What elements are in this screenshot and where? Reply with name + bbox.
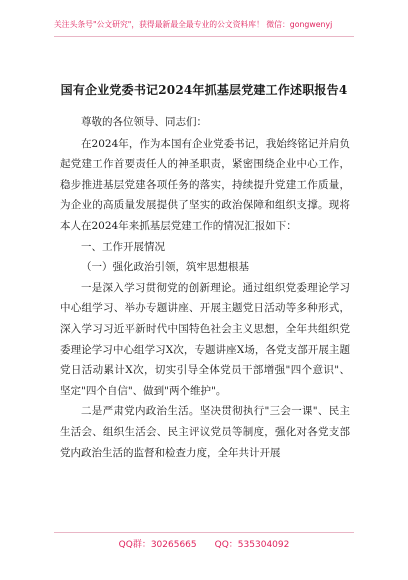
body-paragraph-1: 一是深入学习贯彻党的创新理论。通过组织党委理论学习中心组学习、举办专题讲座、开展主题党日活动等多种形式，深入学习习近平新时代中国特色社会主义思想，全年共组织党委理论学习中心组学习X次，专题讲座X场，各党支部开展主题党日活动累计X次，切实引导全体党员干部增强"四个意识"、坚定"四个自信"、做到"两个维护"。 — [60, 281, 350, 397]
document-title: 国有企业党委书记2024年抓基层党建工作述职报告4 — [60, 83, 348, 97]
section-heading: 一、工作开展情况 — [81, 240, 165, 253]
footer-note — [0, 537, 408, 550]
salutation: 尊敬的各位领导、同志们： — [81, 116, 207, 128]
header-divider — [54, 36, 354, 37]
subsection-heading: （一）强化政治引领，筑牢思想根基 — [81, 261, 249, 274]
qq-number: QQ：535304092 — [214, 540, 290, 550]
footer-divider — [54, 532, 354, 533]
body-paragraph-2: 二是严肃党内政治生活。坚决贯彻执行"三会一课"、民主生活会、组织生活会、民主评议党员等制度，强化对各党支部党内政治生活的监督和检查力度，全年共计开展 — [60, 405, 350, 459]
document-body — [60, 112, 350, 463]
header-note: 关注头条号"公文研究"，获得最新最全最专业的公文资料库！ 微信：gongwenyj — [54, 20, 333, 29]
intro-paragraph: 在2024年，作为本国有企业党委书记，我始终铭记并肩负起党建工作首要责任人的神圣职责，紧密围绕企业中心工作，稳步推进基层党建各项任务的落实，持续提升党建工作质量，为企业的高质量发展提供了坚实的政治保障和组织支撑。现将本人在2024年来抓基层党建工作的情况汇报如下： — [60, 137, 350, 232]
qq-group-number: QQ群：30265665 — [118, 540, 197, 550]
